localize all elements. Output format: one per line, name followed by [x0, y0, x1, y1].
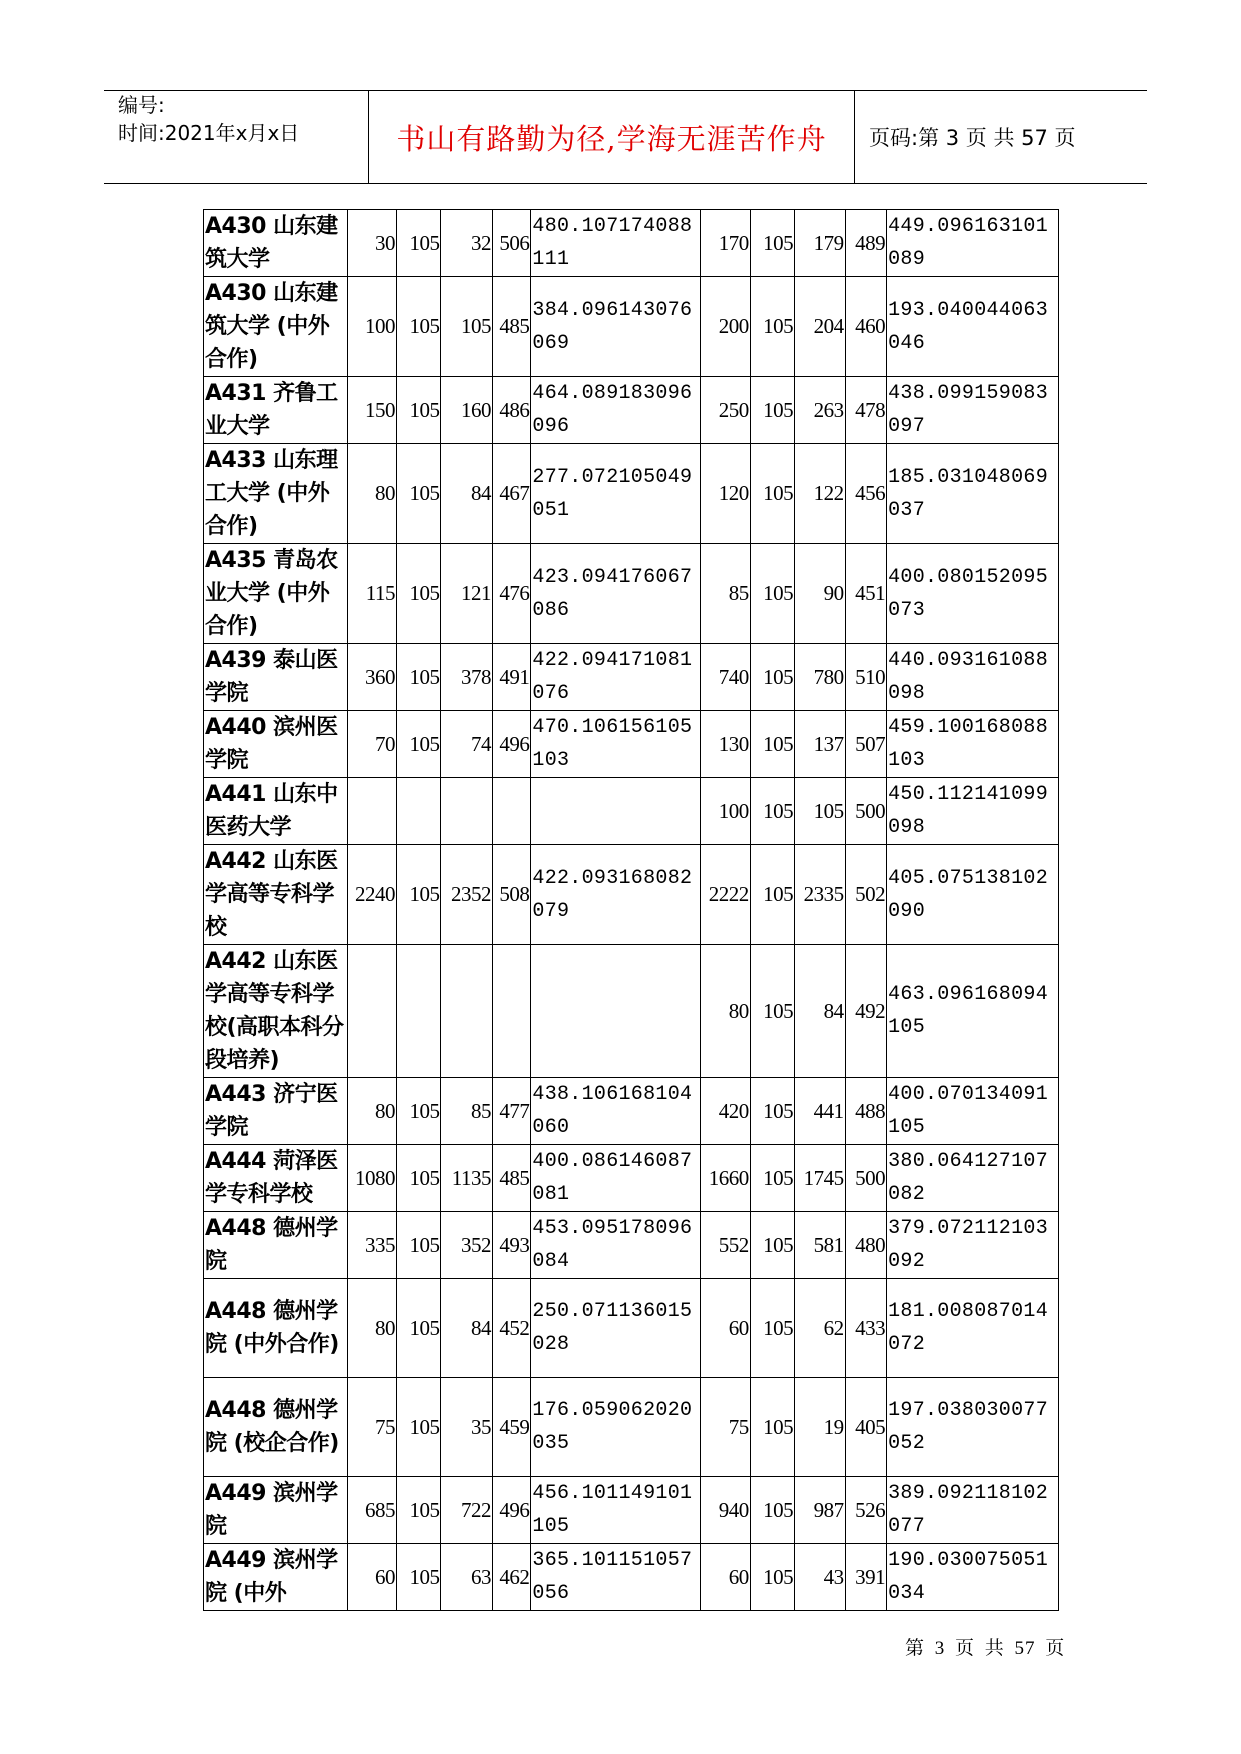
table-cell-c1: 335: [347, 1212, 397, 1279]
table-row: [204, 711, 1059, 778]
table-cell-c1: 150: [347, 377, 397, 444]
table-cell-c7: 105: [750, 1078, 794, 1145]
table-row: [204, 1279, 1059, 1378]
table-cell-c7: 105: [750, 945, 794, 1078]
school-name-cell: A439 泰山医学院: [204, 644, 348, 711]
table-cell-c8: 581: [795, 1212, 846, 1279]
admission-table: [203, 209, 1059, 1611]
header-page-number: 页码:第 3 页 共 57 页: [869, 126, 1076, 150]
table-row: [204, 1378, 1059, 1477]
table-cell-c6: 80: [701, 945, 751, 1078]
table-cell-c7: 105: [750, 1378, 794, 1477]
table-cell-c1: [347, 945, 397, 1078]
table-cell-c7: 105: [750, 377, 794, 444]
table-cell-c10: 463.096168094105: [887, 945, 1059, 1078]
table-cell-c1: 30: [347, 210, 397, 277]
table-cell-c3: 32: [441, 210, 493, 277]
school-name-cell: A435 青岛农业大学 (中外合作): [204, 544, 348, 644]
table-cell-c5: 470.106156105103: [531, 711, 701, 778]
table-cell-c5: 250.071136015028: [531, 1279, 701, 1378]
table-cell-c2: 105: [397, 377, 441, 444]
table-cell-c9: 510: [845, 644, 886, 711]
table-cell-c1: 100: [347, 277, 397, 377]
table-row: [204, 544, 1059, 644]
table-cell-c6: 60: [701, 1279, 751, 1378]
table-cell-c1: 80: [347, 1279, 397, 1378]
table-row: [204, 1212, 1059, 1279]
table-cell-c5: 423.094176067086: [531, 544, 701, 644]
table-cell-c9: 405: [845, 1378, 886, 1477]
table-cell-c4: 459: [493, 1378, 531, 1477]
table-cell-c9: 500: [845, 1145, 886, 1212]
table-cell-c3: 84: [441, 444, 493, 544]
table-cell-c6: 60: [701, 1544, 751, 1611]
table-cell-c7: 105: [750, 711, 794, 778]
table-cell-c3: [441, 778, 493, 845]
table-cell-c2: 105: [397, 1378, 441, 1477]
table-cell-c3: [441, 945, 493, 1078]
table-cell-c10: 197.038030077052: [887, 1378, 1059, 1477]
table-cell-c5: 176.059062020035: [531, 1378, 701, 1477]
table-cell-c6: 552: [701, 1212, 751, 1279]
table-cell-c8: 62: [795, 1279, 846, 1378]
table-cell-c8: 137: [795, 711, 846, 778]
table-cell-c1: 360: [347, 644, 397, 711]
table-cell-c9: 526: [845, 1477, 886, 1544]
table-row: [204, 210, 1059, 277]
table-cell-c7: 105: [750, 277, 794, 377]
table-cell-c7: 105: [750, 1279, 794, 1378]
table-cell-c5: 438.106168104060: [531, 1078, 701, 1145]
school-name-cell: A433 山东理工大学 (中外合作): [204, 444, 348, 544]
table-cell-c2: 105: [397, 1078, 441, 1145]
table-cell-c2: 105: [397, 845, 441, 945]
table-cell-c2: [397, 778, 441, 845]
school-name-cell: A430 山东建筑大学 (中外合作): [204, 277, 348, 377]
table-cell-c8: 441: [795, 1078, 846, 1145]
table-cell-c7: 105: [750, 1212, 794, 1279]
table-cell-c1: 115: [347, 544, 397, 644]
table-cell-c10: 400.080152095073: [887, 544, 1059, 644]
table-cell-c3: 160: [441, 377, 493, 444]
page-header: [104, 90, 1147, 184]
table-cell-c3: 63: [441, 1544, 493, 1611]
table-cell-c8: 263: [795, 377, 846, 444]
table-cell-c1: 70: [347, 711, 397, 778]
table-cell-c6: 120: [701, 444, 751, 544]
table-cell-c7: 105: [750, 1544, 794, 1611]
table-cell-c8: 780: [795, 644, 846, 711]
table-cell-c8: 19: [795, 1378, 846, 1477]
table-cell-c4: 508: [493, 845, 531, 945]
table-cell-c2: 105: [397, 544, 441, 644]
table-cell-c6: 2222: [701, 845, 751, 945]
table-cell-c8: 90: [795, 544, 846, 644]
table-cell-c2: 105: [397, 1477, 441, 1544]
table-cell-c1: [347, 778, 397, 845]
table-row: [204, 778, 1059, 845]
table-cell-c2: [397, 945, 441, 1078]
table-cell-c3: 74: [441, 711, 493, 778]
table-cell-c5: 422.093168082079: [531, 845, 701, 945]
table-row: [204, 277, 1059, 377]
header-divider-right: [854, 91, 855, 183]
table-cell-c9: 460: [845, 277, 886, 377]
school-name-cell: A431 齐鲁工业大学: [204, 377, 348, 444]
table-cell-c6: 250: [701, 377, 751, 444]
table-cell-c9: 507: [845, 711, 886, 778]
table-cell-c1: 60: [347, 1544, 397, 1611]
table-cell-c1: 80: [347, 444, 397, 544]
table-cell-c4: 467: [493, 444, 531, 544]
table-cell-c3: 85: [441, 1078, 493, 1145]
table-cell-c9: 456: [845, 444, 886, 544]
time-label: 时间:2021年x月x日: [118, 121, 300, 145]
table-cell-c10: 438.099159083097: [887, 377, 1059, 444]
table-cell-c10: 450.112141099098: [887, 778, 1059, 845]
table-cell-c10: 379.072112103092: [887, 1212, 1059, 1279]
table-cell-c9: 492: [845, 945, 886, 1078]
school-name-cell: A449 滨州学院 (中外: [204, 1544, 348, 1611]
table-row: [204, 444, 1059, 544]
table-cell-c2: 105: [397, 1544, 441, 1611]
table-cell-c1: 75: [347, 1378, 397, 1477]
table-body: [204, 210, 1059, 1611]
table-row: [204, 1544, 1059, 1611]
header-left-block: [118, 91, 368, 147]
table-cell-c10: 380.064127107082: [887, 1145, 1059, 1212]
table-cell-c4: [493, 778, 531, 845]
table-cell-c7: 105: [750, 778, 794, 845]
table-cell-c7: 105: [750, 544, 794, 644]
school-name-cell: A449 滨州学院: [204, 1477, 348, 1544]
table-cell-c1: 1080: [347, 1145, 397, 1212]
table-cell-c6: 940: [701, 1477, 751, 1544]
school-name-cell: A448 德州学院 (中外合作): [204, 1279, 348, 1378]
school-name-cell: A440 滨州医学院: [204, 711, 348, 778]
table-cell-c1: 2240: [347, 845, 397, 945]
table-cell-c1: 685: [347, 1477, 397, 1544]
table-cell-c3: 722: [441, 1477, 493, 1544]
table-cell-c7: 105: [750, 644, 794, 711]
table-cell-c1: 80: [347, 1078, 397, 1145]
table-cell-c2: 105: [397, 711, 441, 778]
table-cell-c3: 121: [441, 544, 493, 644]
serial-label: 编号:: [118, 93, 165, 117]
school-name-cell: A448 德州学院: [204, 1212, 348, 1279]
table-row: [204, 644, 1059, 711]
table-cell-c3: 378: [441, 644, 493, 711]
table-cell-c9: 433: [845, 1279, 886, 1378]
table-cell-c9: 500: [845, 778, 886, 845]
table-cell-c10: 440.093161088098: [887, 644, 1059, 711]
school-name-cell: A441 山东中医药大学: [204, 778, 348, 845]
table-cell-c7: 105: [750, 210, 794, 277]
table-cell-c3: 1135: [441, 1145, 493, 1212]
table-cell-c10: 185.031048069037: [887, 444, 1059, 544]
school-name-cell: A443 济宁医学院: [204, 1078, 348, 1145]
table-row: [204, 945, 1059, 1078]
table-row: [204, 1145, 1059, 1212]
table-cell-c7: 105: [750, 1145, 794, 1212]
table-cell-c10: 190.030075051034: [887, 1544, 1059, 1611]
table-row: [204, 1477, 1059, 1544]
table-cell-c9: 502: [845, 845, 886, 945]
table-cell-c4: 496: [493, 1477, 531, 1544]
table-cell-c7: 105: [750, 444, 794, 544]
header-motto: 书山有路勤为径,学海无涯苦作舟: [396, 121, 827, 156]
table-cell-c4: 462: [493, 1544, 531, 1611]
table-cell-c6: 100: [701, 778, 751, 845]
table-cell-c5: 480.107174088111: [531, 210, 701, 277]
table-cell-c5: 456.101149101105: [531, 1477, 701, 1544]
table-cell-c6: 1660: [701, 1145, 751, 1212]
table-cell-c10: 193.040044063046: [887, 277, 1059, 377]
school-name-cell: A430 山东建筑大学: [204, 210, 348, 277]
table-cell-c6: 170: [701, 210, 751, 277]
table-cell-c4: 496: [493, 711, 531, 778]
table-cell-c10: 400.070134091105: [887, 1078, 1059, 1145]
school-name-cell: A442 山东医学高等专科学校: [204, 845, 348, 945]
table-cell-c2: 105: [397, 210, 441, 277]
table-cell-c8: 1745: [795, 1145, 846, 1212]
table-cell-c8: 43: [795, 1544, 846, 1611]
table-cell-c5: 277.072105049051: [531, 444, 701, 544]
table-cell-c8: 122: [795, 444, 846, 544]
table-cell-c6: 740: [701, 644, 751, 711]
table-cell-c5: 365.101151057056: [531, 1544, 701, 1611]
table-cell-c4: 506: [493, 210, 531, 277]
table-cell-c5: 453.095178096084: [531, 1212, 701, 1279]
table-cell-c2: 105: [397, 1145, 441, 1212]
table-row: [204, 845, 1059, 945]
table-cell-c4: [493, 945, 531, 1078]
table-cell-c2: 105: [397, 444, 441, 544]
table-cell-c9: 478: [845, 377, 886, 444]
page-footer: 第 3 页 共 57 页: [905, 1638, 1066, 1659]
table-cell-c7: 105: [750, 1477, 794, 1544]
table-cell-c9: 488: [845, 1078, 886, 1145]
table-cell-c2: 105: [397, 277, 441, 377]
school-name-cell: A444 菏泽医学专科学校: [204, 1145, 348, 1212]
table-cell-c5: 384.096143076069: [531, 277, 701, 377]
table-row: [204, 377, 1059, 444]
table-cell-c4: 476: [493, 544, 531, 644]
table-cell-c10: 449.096163101089: [887, 210, 1059, 277]
table-cell-c9: 480: [845, 1212, 886, 1279]
table-cell-c8: 179: [795, 210, 846, 277]
table-cell-c2: 105: [397, 1279, 441, 1378]
table-cell-c4: 485: [493, 1145, 531, 1212]
table-cell-c9: 489: [845, 210, 886, 277]
table-cell-c8: 204: [795, 277, 846, 377]
table-cell-c4: 491: [493, 644, 531, 711]
table-cell-c9: 391: [845, 1544, 886, 1611]
table-cell-c7: 105: [750, 845, 794, 945]
table-cell-c3: 105: [441, 277, 493, 377]
table-cell-c10: 389.092118102077: [887, 1477, 1059, 1544]
table-cell-c8: 105: [795, 778, 846, 845]
table-cell-c6: 420: [701, 1078, 751, 1145]
table-cell-c6: 75: [701, 1378, 751, 1477]
table-cell-c3: 84: [441, 1279, 493, 1378]
table-cell-c6: 130: [701, 711, 751, 778]
table-cell-c3: 2352: [441, 845, 493, 945]
table-cell-c4: 486: [493, 377, 531, 444]
table-cell-c3: 352: [441, 1212, 493, 1279]
table-cell-c2: 105: [397, 644, 441, 711]
table-cell-c4: 485: [493, 277, 531, 377]
table-cell-c5: 464.089183096096: [531, 377, 701, 444]
table-cell-c6: 200: [701, 277, 751, 377]
table-cell-c10: 181.008087014072: [887, 1279, 1059, 1378]
school-name-cell: A442 山东医学高等专科学校(高职本科分段培养): [204, 945, 348, 1078]
table-cell-c5: [531, 945, 701, 1078]
table-cell-c8: 2335: [795, 845, 846, 945]
table-cell-c3: 35: [441, 1378, 493, 1477]
table-cell-c8: 987: [795, 1477, 846, 1544]
table-cell-c9: 451: [845, 544, 886, 644]
table-cell-c10: 459.100168088103: [887, 711, 1059, 778]
table-cell-c5: [531, 778, 701, 845]
table-cell-c8: 84: [795, 945, 846, 1078]
table-row: [204, 1078, 1059, 1145]
table-cell-c4: 493: [493, 1212, 531, 1279]
school-name-cell: A448 德州学院 (校企合作): [204, 1378, 348, 1477]
table-cell-c5: 400.086146087081: [531, 1145, 701, 1212]
table-cell-c5: 422.094171081076: [531, 644, 701, 711]
table-cell-c4: 452: [493, 1279, 531, 1378]
table-cell-c10: 405.075138102090: [887, 845, 1059, 945]
table-cell-c6: 85: [701, 544, 751, 644]
table-cell-c4: 477: [493, 1078, 531, 1145]
table-cell-c2: 105: [397, 1212, 441, 1279]
